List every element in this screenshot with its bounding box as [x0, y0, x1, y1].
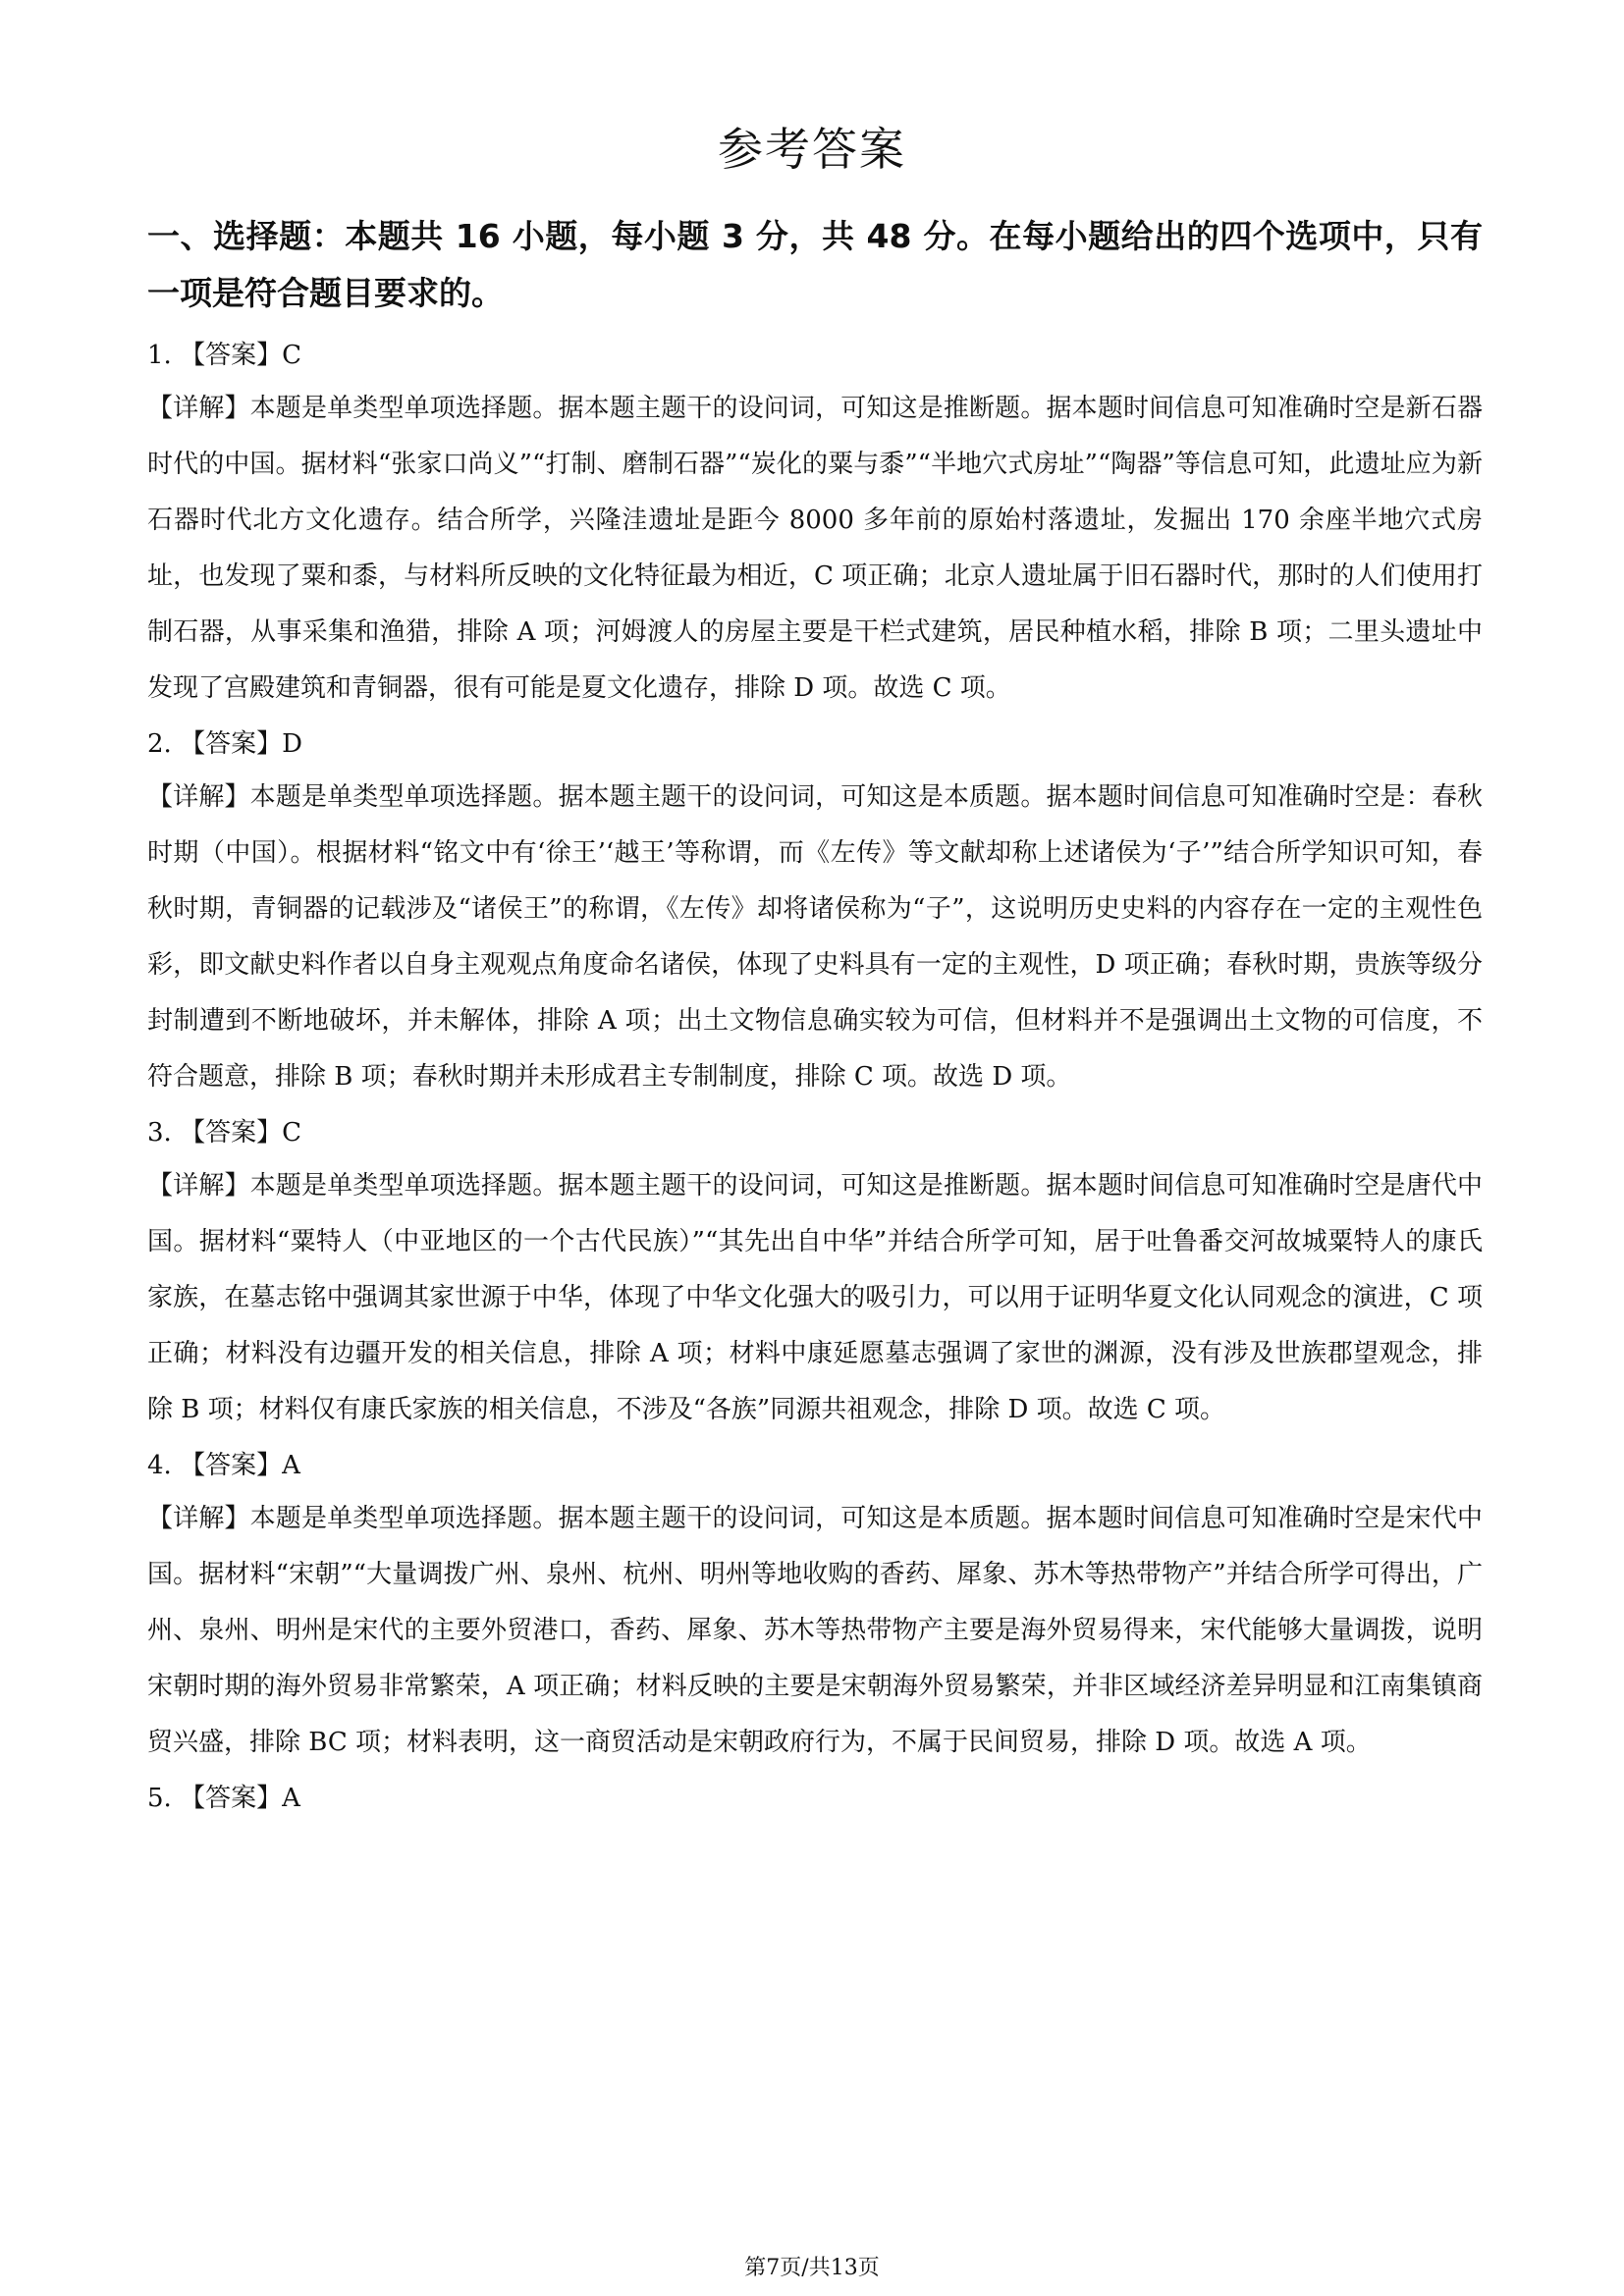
- section-heading: 一、选择题：本题共 16 小题，每小题 3 分，共 48 分。在每小题给出的四个选项中，只有一项是符合题目要求的。: [147, 217, 1483, 312]
- question-number: 5.: [147, 1784, 172, 1813]
- answer-mark: 【答案】: [180, 1118, 283, 1148]
- answer-item-4: [147, 1440, 1483, 1771]
- detail-text: 本题是单类型单项选择题。据本题主题干的设问词，可知这是本质题。据本题时间信息可知准确时空是：春秋时期（中国）。根据材料“铭文中有‘徐王’‘越王’等称谓，而《左传》等文献却称上述诸侯为‘子’”结合所学知识可知，春秋时期，青铜器的记载涉及“诸侯王”的称谓，《左传》却将诸侯称为“子”，这说明历史史料的内容存在一定的主观性色彩，即文献史料作者以自身主观观点角度命名诸侯，体现了史料具有一定的主观性，D 项正确；春秋时期，贵族等级分封制遭到不断地破坏，并未解体，排除 A 项；出土文物信息确实较为可信，但材料并不是强调出土文物的可信度，不符合题意，排除 B 项；春秋时期并未形成君主专制制度，排除 C 项。故选 D 项。: [147, 782, 1483, 1092]
- answer-value: C: [282, 1118, 301, 1148]
- detail-mark: 【详解】: [147, 1504, 250, 1533]
- answer-mark: 【答案】: [180, 1784, 283, 1813]
- answer-item-2: [147, 719, 1483, 1105]
- detail-text: 本题是单类型单项选择题。据本题主题干的设问词，可知这是本质题。据本题时间信息可知准确时空是宋代中国。据材料“宋朝”“大量调拨广州、泉州、杭州、明州等地收购的香药、犀象、苏木等热带物产”并结合所学可得出，广州、泉州、明州是宋代的主要外贸港口，香药、犀象、苏木等热带物产主要是海外贸易得来，宋代能够大量调拨，说明宋朝时期的海外贸易非常繁荣，A 项正确；材料反映的主要是宋朝海外贸易繁荣，并非区域经济差异明显和江南集镇商贸兴盛，排除 BC 项；材料表明，这一商贸活动是宋朝政府行为，不属于民间贸易，排除 D 项。故选 A 项。: [147, 1504, 1483, 1757]
- question-number: 2.: [147, 729, 172, 759]
- answer-content: [147, 208, 1483, 1824]
- answer-value: A: [282, 1451, 300, 1480]
- answer-item-3: [147, 1107, 1483, 1438]
- answer-line: [147, 1107, 1483, 1158]
- answer-value: D: [282, 729, 302, 759]
- answer-line: [147, 330, 1483, 381]
- answer-value: A: [282, 1784, 300, 1813]
- question-number: 3.: [147, 1118, 172, 1148]
- detail-paragraph: [147, 1491, 1483, 1771]
- detail-text: 本题是单类型单项选择题。据本题主题干的设问词，可知这是推断题。据本题时间信息可知准确时空是唐代中国。据材料“粟特人（中亚地区的一个古代民族）”“其先出自中华”并结合所学可知，居于吐鲁番交河故城粟特人的康氏家族，在墓志铭中强调其家世源于中华，体现了中华文化强大的吸引力，可以用于证明华夏文化认同观念的演进，C 项正确；材料没有边疆开发的相关信息，排除 A 项；材料中康延愿墓志强调了家世的渊源，没有涉及世族郡望观念，排除 B 项；材料仅有康氏家族的相关信息，不涉及“各族”同源共祖观念，排除 D 项。故选 C 项。: [147, 1171, 1483, 1424]
- detail-mark: 【详解】: [147, 394, 250, 423]
- detail-paragraph: [147, 381, 1483, 717]
- answer-mark: 【答案】: [180, 729, 283, 759]
- detail-mark: 【详解】: [147, 782, 250, 812]
- answer-mark: 【答案】: [180, 341, 283, 370]
- detail-text: 本题是单类型单项选择题。据本题主题干的设问词，可知这是推断题。据本题时间信息可知准确时空是新石器时代的中国。据材料“张家口尚义”“打制、磨制石器”“炭化的粟与黍”“半地穴式房址”“陶器”等信息可知，此遗址应为新石器时代北方文化遗存。结合所学，兴隆洼遗址是距今 8000 多年前的原始村落遗址，发掘出 170 余座半地穴式房址，也发现了粟和黍，与材料所反映的文化特征最为相近，C 项正确；北京人遗址属于旧石器时代，那时的人们使用打制石器，从事采集和渔猎，排除 A 项；河姆渡人的房屋主要是干栏式建筑，居民种植水稻，排除 B 项；二里头遗址中发现了宫殿建筑和青铜器，很有可能是夏文化遗存，排除 D 项。故选 C 项。: [147, 394, 1483, 703]
- answer-line: [147, 719, 1483, 770]
- answer-item-1: [147, 330, 1483, 717]
- detail-paragraph: [147, 770, 1483, 1105]
- detail-paragraph: [147, 1158, 1483, 1438]
- page-footer: 第7页/共13页: [744, 2256, 880, 2280]
- detail-mark: 【详解】: [147, 1171, 250, 1201]
- answer-item-5: [147, 1773, 1483, 1824]
- answer-mark: 【答案】: [180, 1451, 283, 1480]
- page-title: 参考答案: [718, 123, 906, 176]
- question-number: 4.: [147, 1451, 172, 1480]
- question-number: 1.: [147, 341, 172, 370]
- answer-line: [147, 1440, 1483, 1491]
- answer-value: C: [282, 341, 301, 370]
- answer-line: [147, 1773, 1483, 1824]
